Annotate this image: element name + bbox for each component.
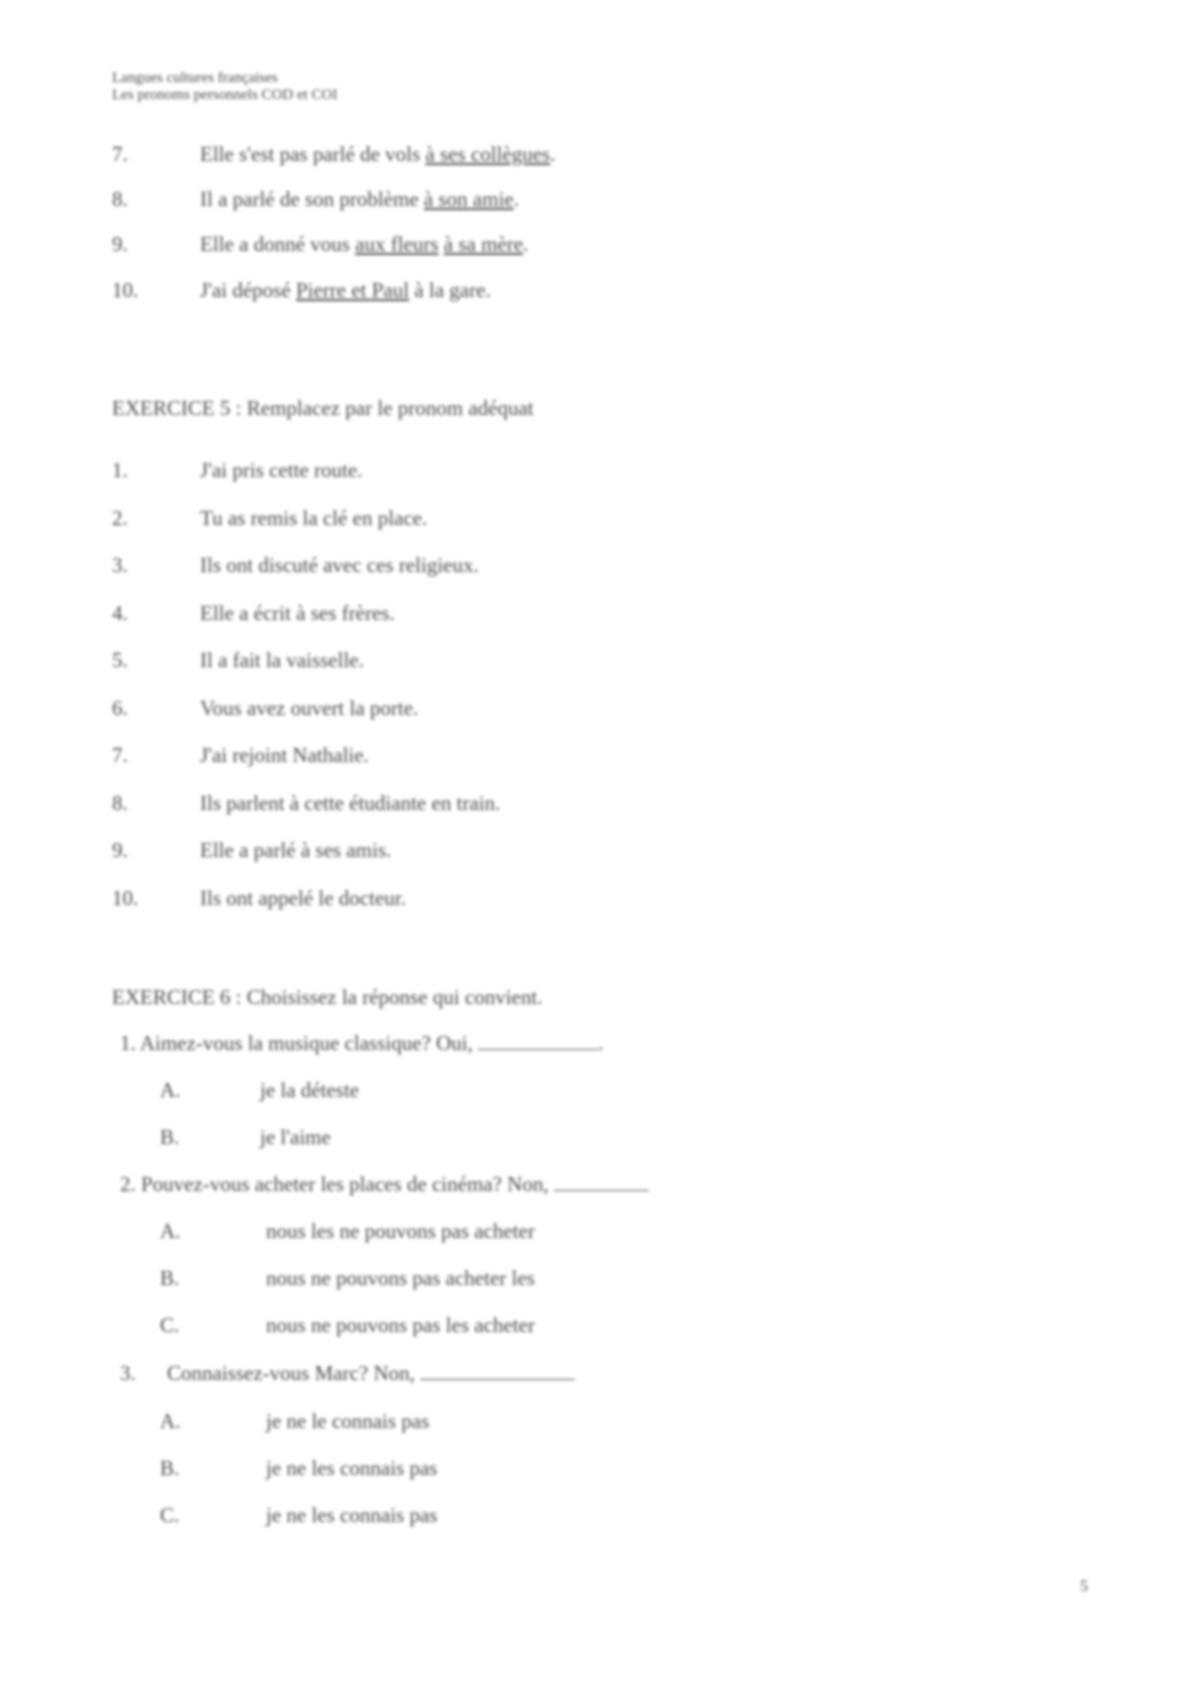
option-letter: A. — [160, 1078, 181, 1102]
item-text: Elle a écrit à ses frères. — [200, 600, 395, 625]
option-text: je ne les connais pas — [266, 1503, 438, 1527]
option-text: nous ne pouvons pas acheter les — [266, 1266, 535, 1290]
item-number: 10. — [112, 885, 139, 910]
item-text: J'ai pris cette route. — [200, 458, 363, 482]
option-letter: A. — [160, 1219, 181, 1243]
item-number: 9. — [112, 838, 128, 862]
item-text: Ils parlent à cette étudiante en train. — [200, 790, 501, 815]
item-number: 8. — [112, 790, 128, 815]
option-letter: C. — [160, 1313, 180, 1337]
option-text: je la déteste — [260, 1078, 360, 1102]
question: 2. Pouvez-vous acheter les places de cinéma? Non, — [120, 1172, 649, 1197]
option-text: je ne les connais pas — [266, 1456, 438, 1480]
exercise-5-title: EXERCICE 5 : Remplacez par le pronom adéquat — [112, 396, 534, 420]
option-letter: C. — [160, 1503, 180, 1527]
item-text: Vous avez ouvert la porte. — [200, 695, 419, 720]
question: 3. Connaissez-vous Marc? Non, — [120, 1361, 575, 1386]
option-letter: B. — [160, 1125, 180, 1149]
item-number: 7. — [112, 743, 128, 767]
question: 1. Aimez-vous la musique classique? Oui, . — [120, 1031, 604, 1055]
item-text: Elle a parlé à ses amis. — [200, 838, 392, 862]
item-text: J'ai rejoint Nathalie. — [200, 743, 369, 767]
item-text: Ils ont appelé le docteur. — [200, 885, 406, 910]
option-letter: B. — [160, 1266, 180, 1290]
page-number: 5 — [1080, 1578, 1088, 1595]
option-letter: A. — [160, 1409, 181, 1433]
item-number: 4. — [112, 600, 128, 625]
answer-blank — [478, 1031, 598, 1050]
option-text: nous ne pouvons pas les acheter — [266, 1313, 535, 1337]
item-number: 5. — [112, 648, 128, 672]
header-line-2: Les pronoms personnels COD et COI — [112, 87, 338, 103]
option-text: je ne le connais pas — [266, 1409, 430, 1433]
item-text: Ils ont discuté avec ces religieux. — [200, 553, 479, 577]
item-number: 2. — [112, 505, 128, 530]
item-number: 3. — [112, 553, 128, 577]
item-text: Tu as remis la clé en place. — [200, 505, 428, 530]
answer-blank — [420, 1361, 575, 1380]
document-page: Langues cultures françaises Les pronoms personnels COD et COI 7. Elle s'est pas parlé de vols à ses collègues. 8. Il a parlé de son problème à son amie. 9. Elle a donné vous aux fleurs à sa mère. 10. J'ai déposé Pierre et Paul à la gare. EXERCICE 5 : Remplacez par le pronom adéquat 1. J'ai pris cette route. 2. Tu as remis la clé en place. 3. Ils ont discuté avec ces religieux. 4. Elle a écrit à ses frères. 5. Il a fait la vaisselle. 6. Vous avez ouvert la porte. 7. J'ai rejoint Nathalie. 8. Ils parlent à cette étudiante en train. 9. Elle a parlé à ses amis. 10. Ils ont appelé le docteur. EXERCICE 6 : Choisissez la réponse qui convient. 1. Aimez-vous la musique classique? Oui, . A. je la déteste B. je l'aime 2. Pouvez-vous acheter les places de cinéma? Non, A. nous les ne pouvons pas acheter B. nous ne pouvons pas acheter les C. nous ne pouvons pas les acheter 3. Connaissez-vous Marc? Non, A. je ne le connais pas B. je ne les connais pas C. je ne les connais pas 5 — [112, 70, 1088, 1595]
option-text: nous les ne pouvons pas acheter — [266, 1219, 535, 1243]
answer-blank — [554, 1172, 649, 1191]
option-letter: B. — [160, 1456, 180, 1480]
exercise-6-title: EXERCICE 6 : Choisissez la réponse qui convient. — [112, 985, 543, 1009]
option-text: je l'aime — [260, 1125, 331, 1149]
item-number: 6. — [112, 695, 128, 720]
item-text: Il a fait la vaisselle. — [200, 648, 364, 672]
header-line-1: Langues cultures françaises — [112, 70, 278, 86]
item-number: 1. — [112, 458, 128, 482]
page-header — [112, 70, 337, 104]
